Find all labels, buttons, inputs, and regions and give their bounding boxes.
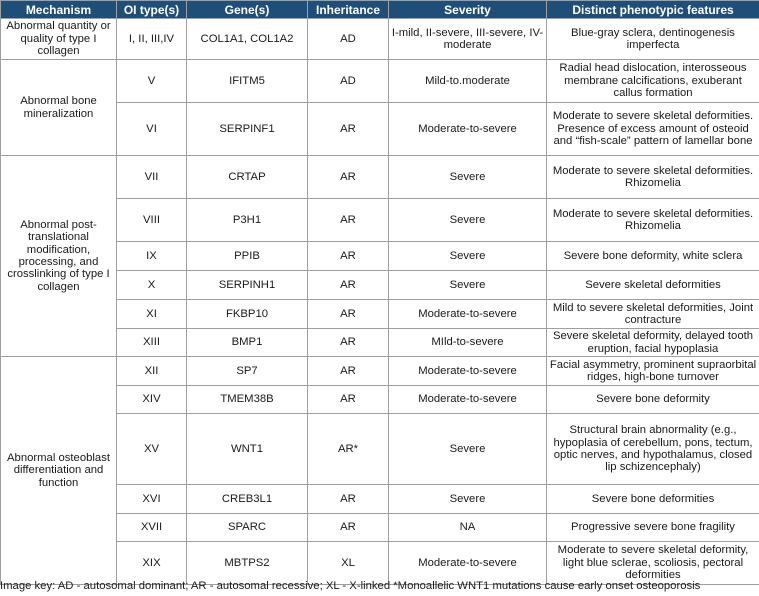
inheritance-cell: AD bbox=[308, 19, 389, 60]
gene-cell: SPARC bbox=[187, 514, 308, 542]
header-oi-type: OI type(s) bbox=[117, 1, 187, 19]
inheritance-cell: AR bbox=[308, 103, 389, 156]
features-cell: Radial head dislocation, interosseous membrane calcifications, exuberant callus formation bbox=[547, 60, 759, 103]
table-row bbox=[1, 357, 759, 386]
inheritance-cell: AR bbox=[308, 242, 389, 271]
inheritance-cell: AR bbox=[308, 271, 389, 300]
oi-type-cell: XVII bbox=[117, 514, 187, 542]
severity-cell: Severe bbox=[389, 242, 547, 271]
header-features: Distinct phenotypic features bbox=[547, 1, 759, 19]
inheritance-cell: AR bbox=[308, 485, 389, 514]
severity-cell: Moderate-to-severe bbox=[389, 386, 547, 414]
gene-cell: IFITM5 bbox=[187, 60, 308, 103]
table-row bbox=[1, 156, 759, 199]
oi-type-cell: V bbox=[117, 60, 187, 103]
gene-cell: BMP1 bbox=[187, 329, 308, 357]
oi-type-cell: XII bbox=[117, 357, 187, 386]
gene-cell: CREB3L1 bbox=[187, 485, 308, 514]
features-cell: Severe bone deformity, white sclera bbox=[547, 242, 759, 271]
oi-type-cell: VI bbox=[117, 103, 187, 156]
oi-type-cell: XV bbox=[117, 414, 187, 485]
gene-cell: FKBP10 bbox=[187, 300, 308, 329]
features-cell: Severe bone deformities bbox=[547, 485, 759, 514]
severity-cell: Severe bbox=[389, 199, 547, 242]
mechanism-cell: Abnormal osteoblast differentiation and function bbox=[1, 357, 117, 585]
gene-cell: SP7 bbox=[187, 357, 308, 386]
features-cell: Severe skeletal deformity, delayed tooth eruption, facial hypoplasia bbox=[547, 329, 759, 357]
mechanism-cell: Abnormal bone mineralization bbox=[1, 60, 117, 156]
features-cell: Progressive severe bone fragility bbox=[547, 514, 759, 542]
features-cell: Mild to severe skeletal deformities, Joint contracture bbox=[547, 300, 759, 329]
severity-cell: Severe bbox=[389, 271, 547, 300]
features-cell: Blue-gray sclera, dentinogenesis imperfecta bbox=[547, 19, 759, 60]
table-body bbox=[1, 19, 759, 585]
oi-type-cell: IX bbox=[117, 242, 187, 271]
oi-type-cell: I, II, III,IV bbox=[117, 19, 187, 60]
inheritance-cell: AR bbox=[308, 514, 389, 542]
gene-cell: CRTAP bbox=[187, 156, 308, 199]
table-row bbox=[1, 19, 759, 60]
inheritance-cell: AR bbox=[308, 386, 389, 414]
table-row bbox=[1, 60, 759, 103]
oi-type-cell: XIX bbox=[117, 542, 187, 585]
inheritance-cell: AD bbox=[308, 60, 389, 103]
features-cell: Severe bone deformity bbox=[547, 386, 759, 414]
severity-cell: Moderate-to-severe bbox=[389, 103, 547, 156]
severity-cell: Severe bbox=[389, 485, 547, 514]
image-key-footnote: Image key: AD - autosomal dominant; AR - autosomal recessive; XL - X-linked *Monoallelic WNT1 mutations cause early onset osteoporosis bbox=[0, 580, 701, 592]
features-cell: Severe skeletal deformities bbox=[547, 271, 759, 300]
severity-cell: Moderate-to-severe bbox=[389, 357, 547, 386]
mechanism-cell: Abnormal quantity or quality of type I collagen bbox=[1, 19, 117, 60]
oi-type-cell: VIII bbox=[117, 199, 187, 242]
inheritance-cell: AR* bbox=[308, 414, 389, 485]
oi-type-cell: XI bbox=[117, 300, 187, 329]
oi-type-cell: X bbox=[117, 271, 187, 300]
header-inheritance: Inheritance bbox=[308, 1, 389, 19]
mechanism-cell: Abnormal post-translational modification, processing, and crosslinking of type I collagen bbox=[1, 156, 117, 357]
severity-cell: Moderate-to-severe bbox=[389, 542, 547, 585]
gene-cell: SERPINH1 bbox=[187, 271, 308, 300]
severity-cell: NA bbox=[389, 514, 547, 542]
features-cell: Moderate to severe skeletal deformities. Rhizomelia bbox=[547, 156, 759, 199]
gene-cell: P3H1 bbox=[187, 199, 308, 242]
severity-cell: I-mild, II-severe, III-severe, IV-moderate bbox=[389, 19, 547, 60]
header-gene: Gene(s) bbox=[187, 1, 308, 19]
features-cell: Facial asymmetry, prominent supraorbital ridges, high-bone turnover bbox=[547, 357, 759, 386]
inheritance-cell: AR bbox=[308, 156, 389, 199]
severity-cell: Severe bbox=[389, 156, 547, 199]
inheritance-cell: AR bbox=[308, 329, 389, 357]
features-cell: Structural brain abnormality (e.g., hypoplasia of cerebellum, pons, tectum, optic nerves, and hypothalamus, closed lip schizencephaly) bbox=[547, 414, 759, 485]
severity-cell: Moderate-to-severe bbox=[389, 300, 547, 329]
header-severity: Severity bbox=[389, 1, 547, 19]
features-cell: Moderate to severe skeletal deformities. Rhizomelia bbox=[547, 199, 759, 242]
inheritance-cell: XL bbox=[308, 542, 389, 585]
features-cell: Moderate to severe skeletal deformities. Presence of excess amount of osteoid and “fish-scale” pattern of lamellar bone bbox=[547, 103, 759, 156]
header-mechanism: Mechanism bbox=[1, 1, 117, 19]
inheritance-cell: AR bbox=[308, 300, 389, 329]
gene-cell: PPIB bbox=[187, 242, 308, 271]
inheritance-cell: AR bbox=[308, 199, 389, 242]
oi-type-cell: VII bbox=[117, 156, 187, 199]
severity-cell: Mild-to.moderate bbox=[389, 60, 547, 103]
oi-type-cell: XIV bbox=[117, 386, 187, 414]
gene-cell: COL1A1, COL1A2 bbox=[187, 19, 308, 60]
gene-cell: TMEM38B bbox=[187, 386, 308, 414]
severity-cell: Severe bbox=[389, 414, 547, 485]
inheritance-cell: AR bbox=[308, 357, 389, 386]
oi-type-cell: XIII bbox=[117, 329, 187, 357]
oi-type-cell: XVI bbox=[117, 485, 187, 514]
gene-cell: SERPINF1 bbox=[187, 103, 308, 156]
severity-cell: MIld-to-severe bbox=[389, 329, 547, 357]
gene-cell: WNT1 bbox=[187, 414, 308, 485]
header-row bbox=[1, 1, 759, 19]
features-cell: Moderate to severe skeletal deformity, light blue sclerae, scoliosis, pectoral deformities bbox=[547, 542, 759, 585]
gene-cell: MBTPS2 bbox=[187, 542, 308, 585]
